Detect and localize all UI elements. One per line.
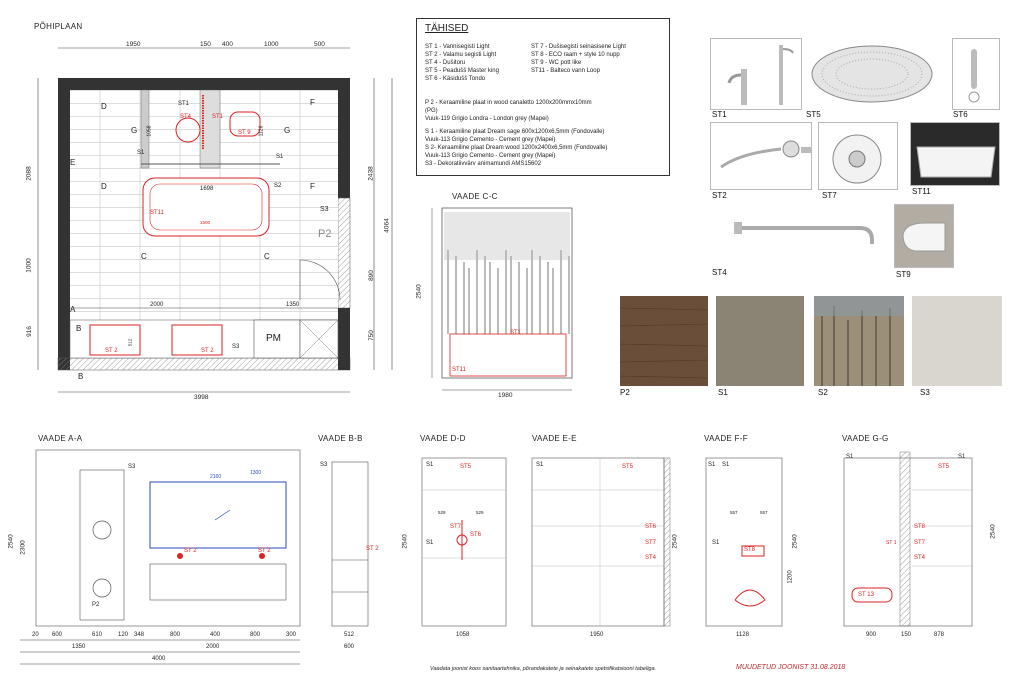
view-aa-label: ST 2: [258, 548, 271, 554]
zone-label: G: [131, 126, 138, 135]
product-label: ST9: [896, 270, 911, 279]
view-ee-label: ST4: [645, 555, 657, 561]
fixture-label: S2: [274, 183, 282, 189]
view-dd-label: ST7: [450, 524, 462, 530]
view-gg-dim: 878: [934, 632, 945, 638]
view-gg-label: ST5: [938, 464, 950, 470]
legend-item: ST 6 - Käsidušš Tondo: [425, 76, 486, 82]
view-aa-label: ST 2: [184, 548, 197, 554]
fixture-label: ST11: [150, 210, 164, 216]
view-dd-small-dim: 529: [438, 510, 446, 515]
view-aa-dim: 120: [118, 632, 129, 638]
plaster-swatch: [912, 296, 1002, 386]
view-bb-label: ST 2: [366, 546, 379, 552]
legend-item: ST 4 - Dušitoru: [425, 60, 466, 66]
view-bb-label: S3: [320, 462, 328, 468]
wood-swatch: [620, 296, 708, 386]
view-aa-dim: 20: [32, 632, 39, 638]
view-ff-title: VAADE F-F: [704, 434, 748, 443]
material-line: S3 - Dekoratiivvärv animamundi AMS15602: [425, 161, 542, 167]
zone-label: S3: [320, 206, 329, 213]
forest-swatch: [814, 296, 904, 386]
legend-item: ST 5 - Peadušš Master king: [425, 68, 499, 74]
view-aa-height: 2540: [7, 534, 15, 549]
zone-label: B: [78, 372, 84, 381]
shower-arm-icon: [710, 204, 888, 266]
zone-label: D: [101, 182, 107, 191]
wc-pan-icon: [894, 204, 954, 268]
view-cc-title: VAADE C-C: [452, 192, 498, 201]
plan-dim-top-4: 1000: [264, 41, 279, 48]
view-ee-height: 2540: [671, 534, 679, 549]
elevation-dd-drawing: [422, 458, 506, 626]
revision-note: MUUDETUD JOONIST 31.08.2018: [736, 664, 846, 671]
plan-dim-right-2: 890: [367, 270, 375, 281]
zone-label: C: [264, 252, 270, 261]
tree-canopy: [444, 212, 570, 260]
swatch-fill-s3: [912, 296, 1002, 386]
view-aa-dim: 610: [92, 632, 103, 638]
plan-dim-left-3: 916: [25, 326, 33, 337]
view-aa-dim: 600: [52, 632, 63, 638]
material-line: Vuuk-113 Grigio Cemento - Cement grey (Mapei): [425, 137, 556, 143]
plan-dim-internal-7: 512: [127, 338, 133, 347]
basin-spout-icon: [710, 122, 812, 190]
legend-column-1: [425, 43, 529, 83]
plan-dim-left-1: 2088: [25, 166, 33, 181]
view-ff-height: 2540: [791, 534, 799, 549]
plan-dim-left-2: 1000: [25, 258, 33, 273]
material-line: Vuuk-113 Grigio Cemento - Cement grey (Mapei): [425, 153, 556, 159]
bath-mixer-icon: [710, 38, 802, 110]
zone-label: B: [76, 324, 82, 333]
plan-dim-right-3: 750: [367, 330, 375, 341]
view-ee-title: VAADE E-E: [532, 434, 577, 443]
plan-dim-internal-2: 1350: [286, 302, 300, 308]
fixture-label: S1: [276, 154, 284, 160]
view-gg-label: ST4: [914, 555, 926, 561]
view-ff-side: 1200: [787, 570, 794, 584]
view-aa-dim: 2000: [206, 644, 220, 650]
plan-dim-top-5: 500: [314, 41, 325, 48]
concealed-mixer-icon: [818, 122, 898, 190]
legend-item: ST 7 - Dušisegisti seinasisene Light: [531, 44, 626, 50]
plan-dim-internal-6: 1500: [200, 220, 211, 225]
plan-drawing: [38, 48, 392, 392]
product-label: ST1: [712, 110, 727, 119]
view-ee-label: ST7: [645, 540, 657, 546]
fixture-label: ST 2: [201, 348, 214, 354]
view-ff-small-dim: 557: [730, 510, 738, 515]
product-label: ST5: [806, 110, 821, 119]
fixture-label: S1: [137, 150, 145, 156]
view-ee-label: S1: [536, 462, 544, 468]
view-aa-mirror-dim: 2160: [210, 474, 222, 480]
product-label: ST2: [712, 191, 727, 200]
material-line: P 2 - Keraamiline plaat in wood canaletto 1200x200mmx10mm: [425, 100, 592, 106]
fixture-label: ST 9: [238, 130, 251, 136]
view-ff-label: S1: [712, 540, 720, 546]
view-bb-title: VAADE B-B: [318, 434, 363, 443]
view-cc-drawing: [432, 208, 572, 390]
plan-dim-internal-4: 1126: [258, 125, 265, 137]
product-label: ST7: [822, 191, 837, 200]
view-gg-label: ST 1: [886, 540, 897, 546]
plan-dim-bottom: 3998: [194, 394, 209, 401]
view-dd-label: ST5: [460, 464, 472, 470]
footer-note: Vaadata joonist koos sanitaartehnika, põrandakatete ja seinakatete spetsifikatsiooni tabeliga.: [430, 666, 657, 672]
view-gg-dim: 150: [901, 632, 912, 638]
view-ff-small-dim: 557: [760, 510, 768, 515]
plan-dim-right-total: 4064: [383, 218, 391, 233]
view-gg-label: ST8: [914, 524, 926, 530]
view-ee-label: ST6: [645, 524, 657, 530]
view-gg-dim: 900: [866, 632, 877, 638]
legend-item: ST11 - Balteco vann Loop: [531, 68, 600, 74]
stone-swatch: [716, 296, 804, 386]
plan-dim-top-1: 1950: [126, 41, 141, 48]
zone-label: A: [70, 305, 76, 314]
material-line: (PG): [425, 108, 438, 114]
view-bb-dim: 600: [344, 644, 355, 650]
view-ff-label: S1: [708, 462, 716, 468]
view-ee-dim: 1950: [590, 632, 604, 638]
fixture-label: ST4: [180, 114, 192, 120]
view-dd-label: ST6: [470, 532, 482, 538]
view-aa-title: VAADE A-A: [38, 434, 83, 443]
view-aa-dim: 1350: [72, 644, 86, 650]
view-cc-width: 1980: [498, 392, 513, 399]
plan-dim-internal-5: 1698: [200, 186, 214, 192]
legend-item: ST 9 - WC pott like: [531, 60, 582, 66]
zone-label: F: [310, 98, 315, 107]
swatch-label: S1: [718, 388, 728, 397]
view-dd-label: S1: [426, 462, 434, 468]
zone-label: PM: [266, 333, 281, 344]
view-aa-dim: 400: [210, 632, 221, 638]
view-aa-dim: 800: [250, 632, 261, 638]
plan-dim-internal-3: 1058: [146, 125, 153, 137]
zone-label: G: [284, 126, 291, 135]
swatch-label: S3: [920, 388, 930, 397]
elevation-gg-drawing: [844, 452, 972, 626]
view-cc-height: 2540: [415, 284, 423, 299]
view-aa-dim: 348: [134, 632, 145, 638]
plan-dim-internal-1: 2000: [150, 302, 164, 308]
fixture-label: ST1: [178, 101, 190, 107]
zone-label: P2: [318, 228, 332, 240]
material-line: Vuuk-119 Grigio Londra - London grey (Mapei): [425, 116, 549, 122]
zone-label: E: [70, 158, 76, 167]
material-line: S 1 - Keraamiline plaat Dream sage 600x1200x6,5mm (Fondovalle): [425, 129, 605, 135]
view-gg-label: ST 13: [858, 592, 874, 598]
legend-title: TÄHISED: [425, 23, 469, 34]
view-dd-label: S1: [426, 540, 434, 546]
view-gg-label: S1: [846, 454, 854, 460]
plan-title: PÕHIPLAAN: [34, 22, 83, 31]
view-gg-height: 2540: [989, 524, 997, 539]
plan-dim-right-1: 2438: [367, 166, 375, 181]
fixture-label: ST1: [212, 114, 224, 120]
swatch-label: S2: [818, 388, 828, 397]
legend-materials: [425, 99, 665, 168]
product-label: ST4: [712, 268, 727, 277]
fixture-label: ST 2: [105, 348, 118, 354]
view-ff-label: S1: [722, 462, 730, 468]
product-label: ST11: [912, 187, 931, 196]
view-aa-dim: 800: [170, 632, 181, 638]
elevation-bb-drawing: [332, 462, 368, 626]
view-gg-title: VAADE G-G: [842, 434, 889, 443]
view-bb-dim: 512: [344, 632, 355, 638]
view-dd-height: 2540: [401, 534, 409, 549]
legend-box: [416, 18, 670, 176]
view-gg-label: S1: [958, 454, 966, 460]
zone-label: D: [101, 102, 107, 111]
zone-label: F: [310, 182, 315, 191]
view-gg-label: ST7: [914, 540, 926, 546]
legend-item: ST 1 - Vannisegisti Light: [425, 44, 490, 50]
plan-dim-top-2: 150: [200, 41, 211, 48]
hand-shower-icon: [952, 38, 1000, 110]
view-aa-dim-total: 4000: [152, 656, 166, 662]
view-aa-dim: 300: [286, 632, 297, 638]
view-ff-dim: 1128: [736, 632, 749, 638]
view-dd-small-dim: 529: [476, 510, 484, 515]
bathtub-icon: [910, 122, 1000, 186]
plan-dim-top-3: 400: [222, 41, 233, 48]
legend-item: ST 2 - Valamu segisti Light: [425, 52, 497, 58]
view-aa-label: P2: [92, 602, 100, 608]
view-ff-label: ST8: [744, 547, 756, 553]
view-aa-height-2: 2300: [19, 540, 27, 555]
view-aa-mirror-top: 1300: [250, 470, 262, 476]
view-dd-dim: 1058: [456, 632, 470, 638]
swatch-label: P2: [620, 388, 630, 397]
view-aa-label: S3: [128, 464, 136, 470]
swatch-fill-s1: [716, 296, 804, 386]
material-line: S 2- Keraamiline plaat Dream wood 1200x2400x6,5mm (Fondovalle): [425, 145, 608, 151]
zone-label: C: [141, 252, 147, 261]
product-label: ST6: [953, 110, 968, 119]
legend-item: ST 8 - ECO raam + style 10 nupp: [531, 52, 620, 58]
legend-column-2: [531, 43, 667, 75]
view-cc-tub-label: ST11: [452, 367, 466, 373]
view-dd-title: VAADE D-D: [420, 434, 466, 443]
fixture-label: S3: [232, 344, 240, 350]
shower-head-icon: [806, 38, 938, 110]
view-cc-fixture-label: ST1: [510, 330, 522, 336]
view-ee-label: ST5: [622, 464, 634, 470]
